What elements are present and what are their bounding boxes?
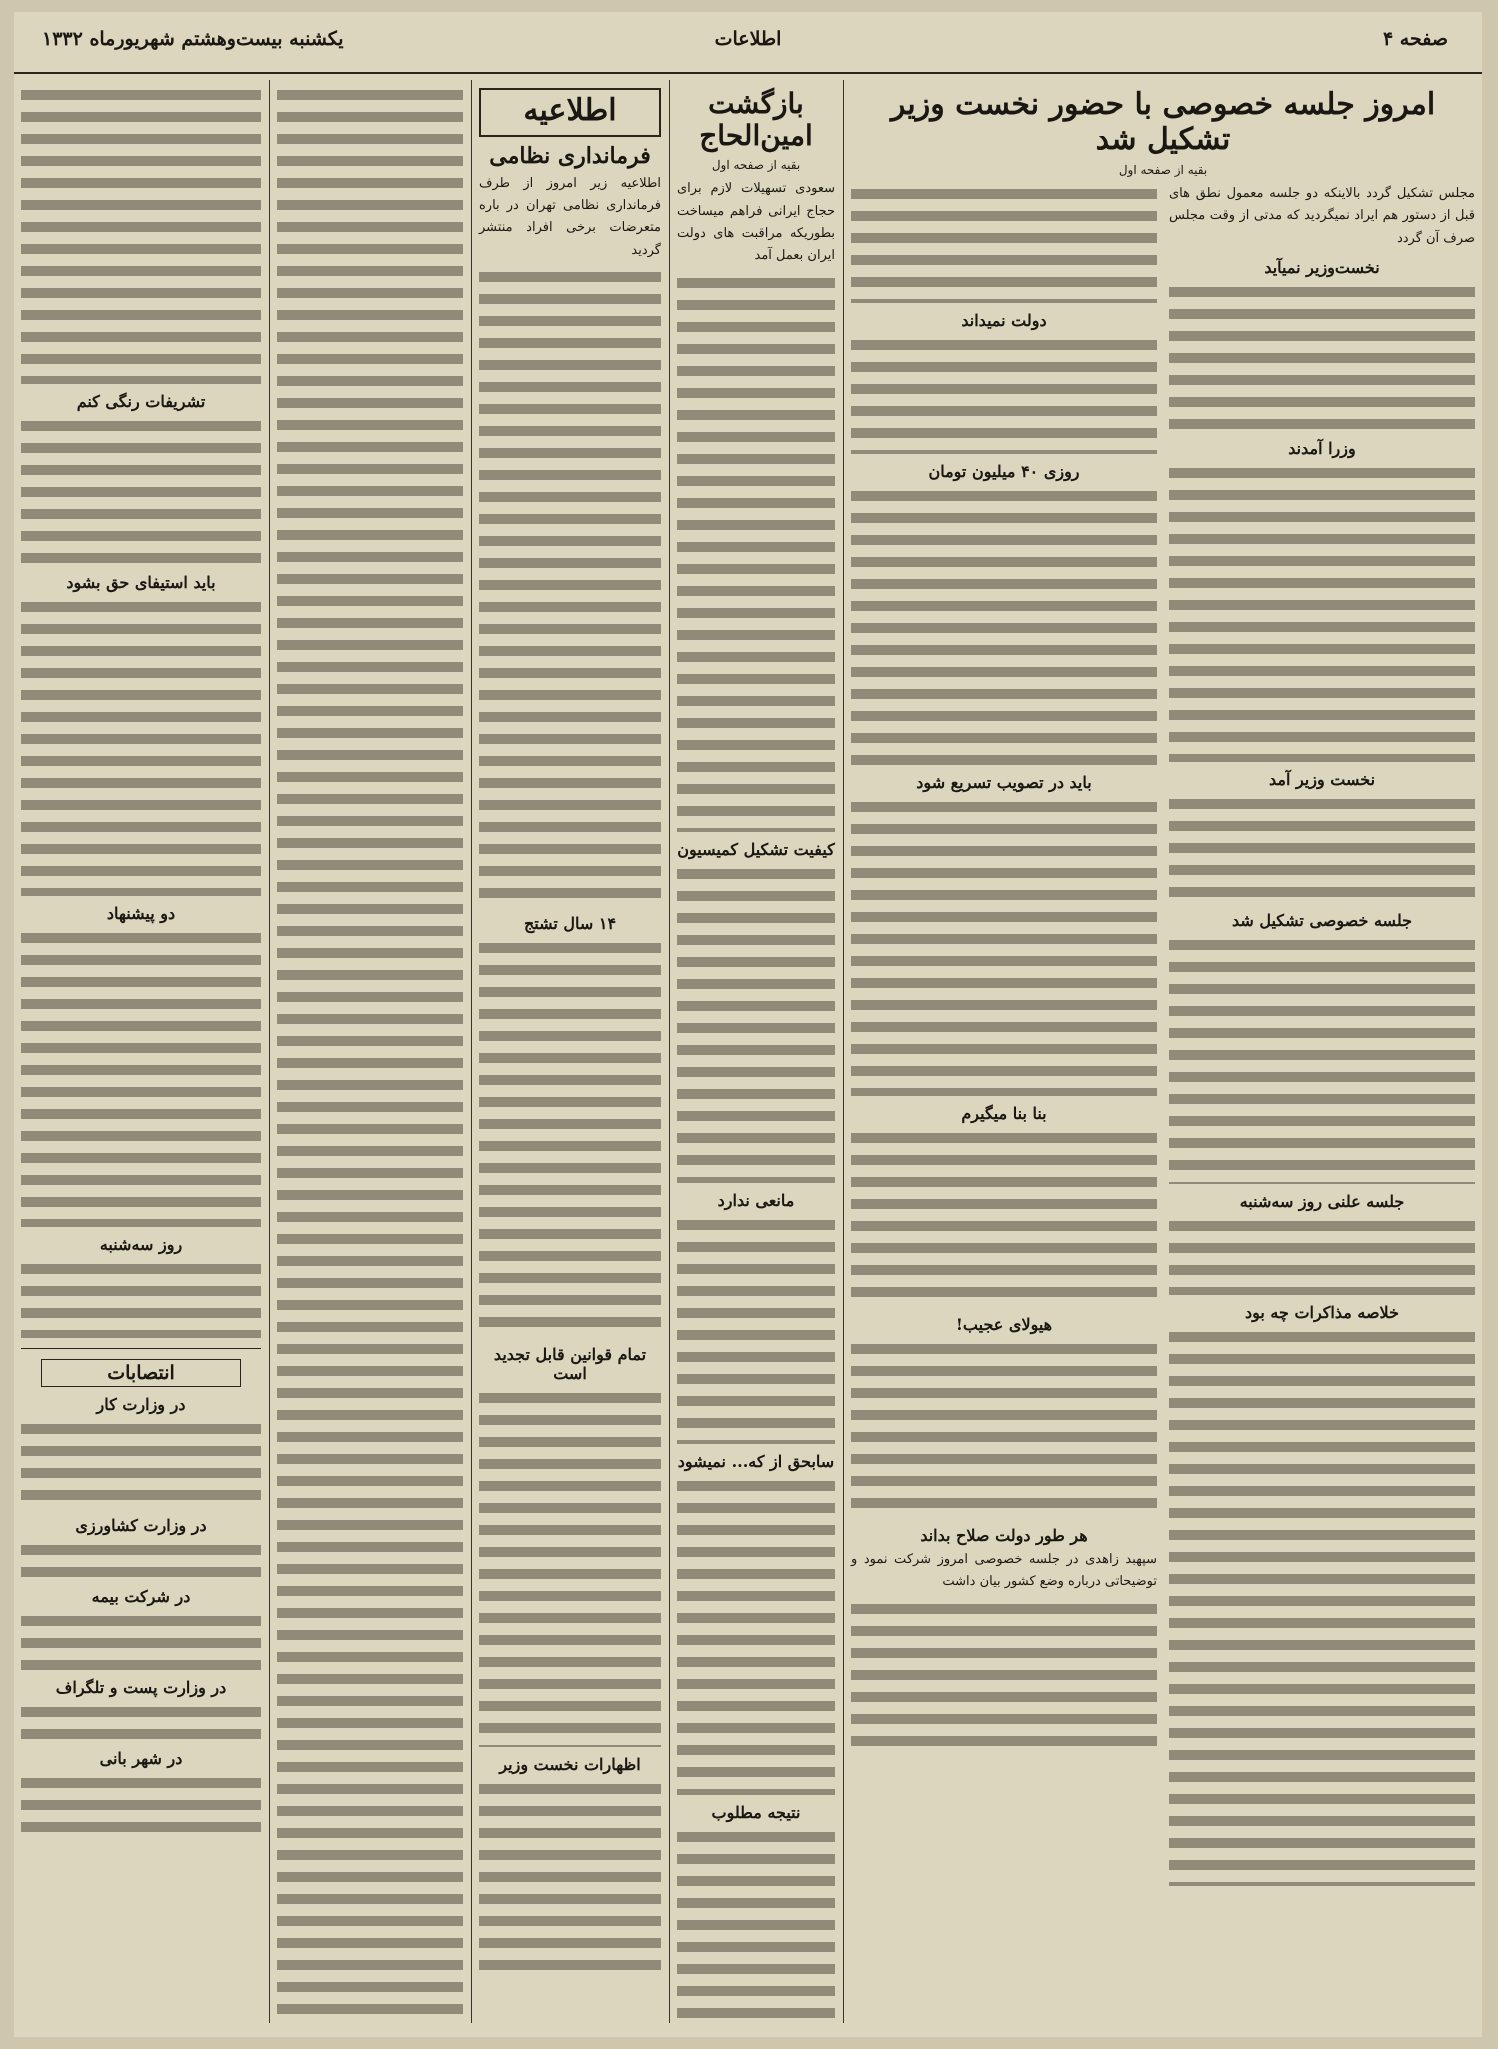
masthead (14, 12, 1482, 74)
hajj-lead: سعودی تسهیلات لازم برای حجاج ایرانی فراهم میساخت بطوریکه مراقبت های دولت ایران بعمل آمد (677, 181, 835, 264)
body-text (21, 927, 261, 1227)
continuation-column (270, 84, 470, 2021)
subhead: نخست‌وزیر نمیآید (1264, 258, 1380, 278)
body-text (21, 84, 261, 384)
main-closing: سپهبد زاهدی در جلسه خصوصی امروز شرکت نمود و توضیحاتی درباره وضع کشور بیان داشت (851, 1552, 1157, 1590)
martial-law-article (472, 84, 668, 2021)
subhead: باید استیفای حق بشود (66, 573, 216, 592)
body-text (1169, 934, 1475, 1184)
body-text (677, 1826, 835, 2021)
body-text (851, 1338, 1157, 1518)
body-text (677, 272, 835, 832)
body-text (479, 266, 661, 906)
continued-note: بقیه از صفحه اول (711, 158, 801, 173)
main-headline: امروز جلسه خصوصی با حضور نخست وزیر تشکیل شد (890, 87, 1436, 157)
subhead: جلسه علنی روز سه‌شنبه (1239, 1192, 1405, 1212)
subhead: هیولای عجیب! (955, 1315, 1053, 1334)
subhead: در وزارت کار (96, 1395, 186, 1414)
body-text (21, 596, 261, 896)
body-text (851, 796, 1157, 1096)
subhead: در وزارت کشاورزی (75, 1516, 207, 1535)
subhead: وزرا آمدند (1288, 439, 1356, 459)
subhead: دو پیشنهاد (106, 904, 176, 923)
body-text (851, 334, 1157, 454)
notice-lead: اطلاعیه زیر امروز از طرف فرمانداری نظامی تهران در باره متعرضات برخی افراد منتشر گردید (479, 175, 661, 258)
body-text (851, 485, 1157, 765)
body-text (1169, 1326, 1475, 1886)
notice-headline: اطلاعیه (479, 88, 661, 137)
subhead: سابحق از که... نمیشود (677, 1451, 835, 1471)
subhead: دولت نمیداند (961, 311, 1047, 330)
left-column (14, 84, 268, 2021)
body-text (21, 1418, 261, 1508)
subhead: روز سه‌شنبه (99, 1235, 183, 1254)
body-text (21, 1610, 261, 1670)
subhead: اظهارات نخست وزیر (499, 1754, 641, 1774)
subhead: در شرکت بیمه (91, 1587, 191, 1606)
body-text (851, 183, 1157, 303)
notice-kicker: فرمانداری نظامی (489, 142, 651, 169)
subhead: نتیجه مطلوب (711, 1802, 801, 1822)
body-text (21, 1539, 261, 1579)
body-text (479, 937, 661, 1337)
subhead: بنا بنا میگیرم (961, 1104, 1047, 1123)
continued-note: بقیه از صفحه اول (1118, 163, 1208, 177)
newspaper-page (14, 12, 1482, 2037)
subhead: در شهر بانی (99, 1749, 183, 1768)
subhead: تشریفات رنگی کنم (76, 392, 206, 411)
subhead: باید در تصویب تسریع شود (916, 773, 1092, 792)
subhead: کیفیت تشکیل کمیسیون (677, 839, 835, 859)
body-text (277, 84, 463, 2014)
subhead: روزی ۴۰ میلیون تومان (928, 462, 1080, 481)
subhead: هر طور دولت صلاح بداند (920, 1526, 1088, 1545)
body-text (677, 1214, 835, 1444)
body-text (851, 1598, 1157, 1758)
main-lead: مجلس تشکیل گردد بالاینکه دو جلسه معمول نطق های قبل از دستور هم ایراد نمیگردید که مدتی از وقت مجلس صرف آن گردد (1169, 186, 1475, 246)
body-text (1169, 1215, 1475, 1295)
body-text (21, 415, 261, 565)
subhead: مانعی ندارد (717, 1190, 795, 1210)
subhead: در وزارت پست و تلگراف (55, 1678, 227, 1697)
main-article (844, 84, 1482, 2021)
body-text (1169, 793, 1475, 903)
body-text (21, 1258, 261, 1338)
subhead: خلاصه مذاکرات چه بود (1245, 1303, 1399, 1323)
body-text (21, 1772, 261, 1832)
subhead: نخست وزیر آمد (1268, 770, 1376, 790)
page-number: صفحه ۴ (1382, 28, 1448, 50)
body-text (677, 1475, 835, 1795)
subhead: جلسه خصوصی تشکیل شد (1231, 911, 1412, 931)
body-text (1169, 462, 1475, 762)
appointments-title: انتصابات (41, 1359, 241, 1387)
body-text (479, 1778, 661, 1978)
hajj-headline: بازگشت امین‌الحاج (699, 87, 813, 153)
body-text (851, 1127, 1157, 1307)
body-text (677, 863, 835, 1183)
date-line: یکشنبه بیست‌وهشتم شهریورماه ۱۳۳۲ (42, 28, 344, 50)
body-text (1169, 281, 1475, 431)
subhead: تمام قوانین قابل تجدید است (493, 1344, 647, 1383)
body-text (21, 1701, 261, 1741)
paper-name: اطلاعات (714, 28, 782, 50)
subhead: ۱۴ سال تشتج (523, 913, 617, 933)
hajj-article (670, 84, 842, 2021)
body-text (479, 1387, 661, 1747)
divider (21, 1348, 261, 1349)
